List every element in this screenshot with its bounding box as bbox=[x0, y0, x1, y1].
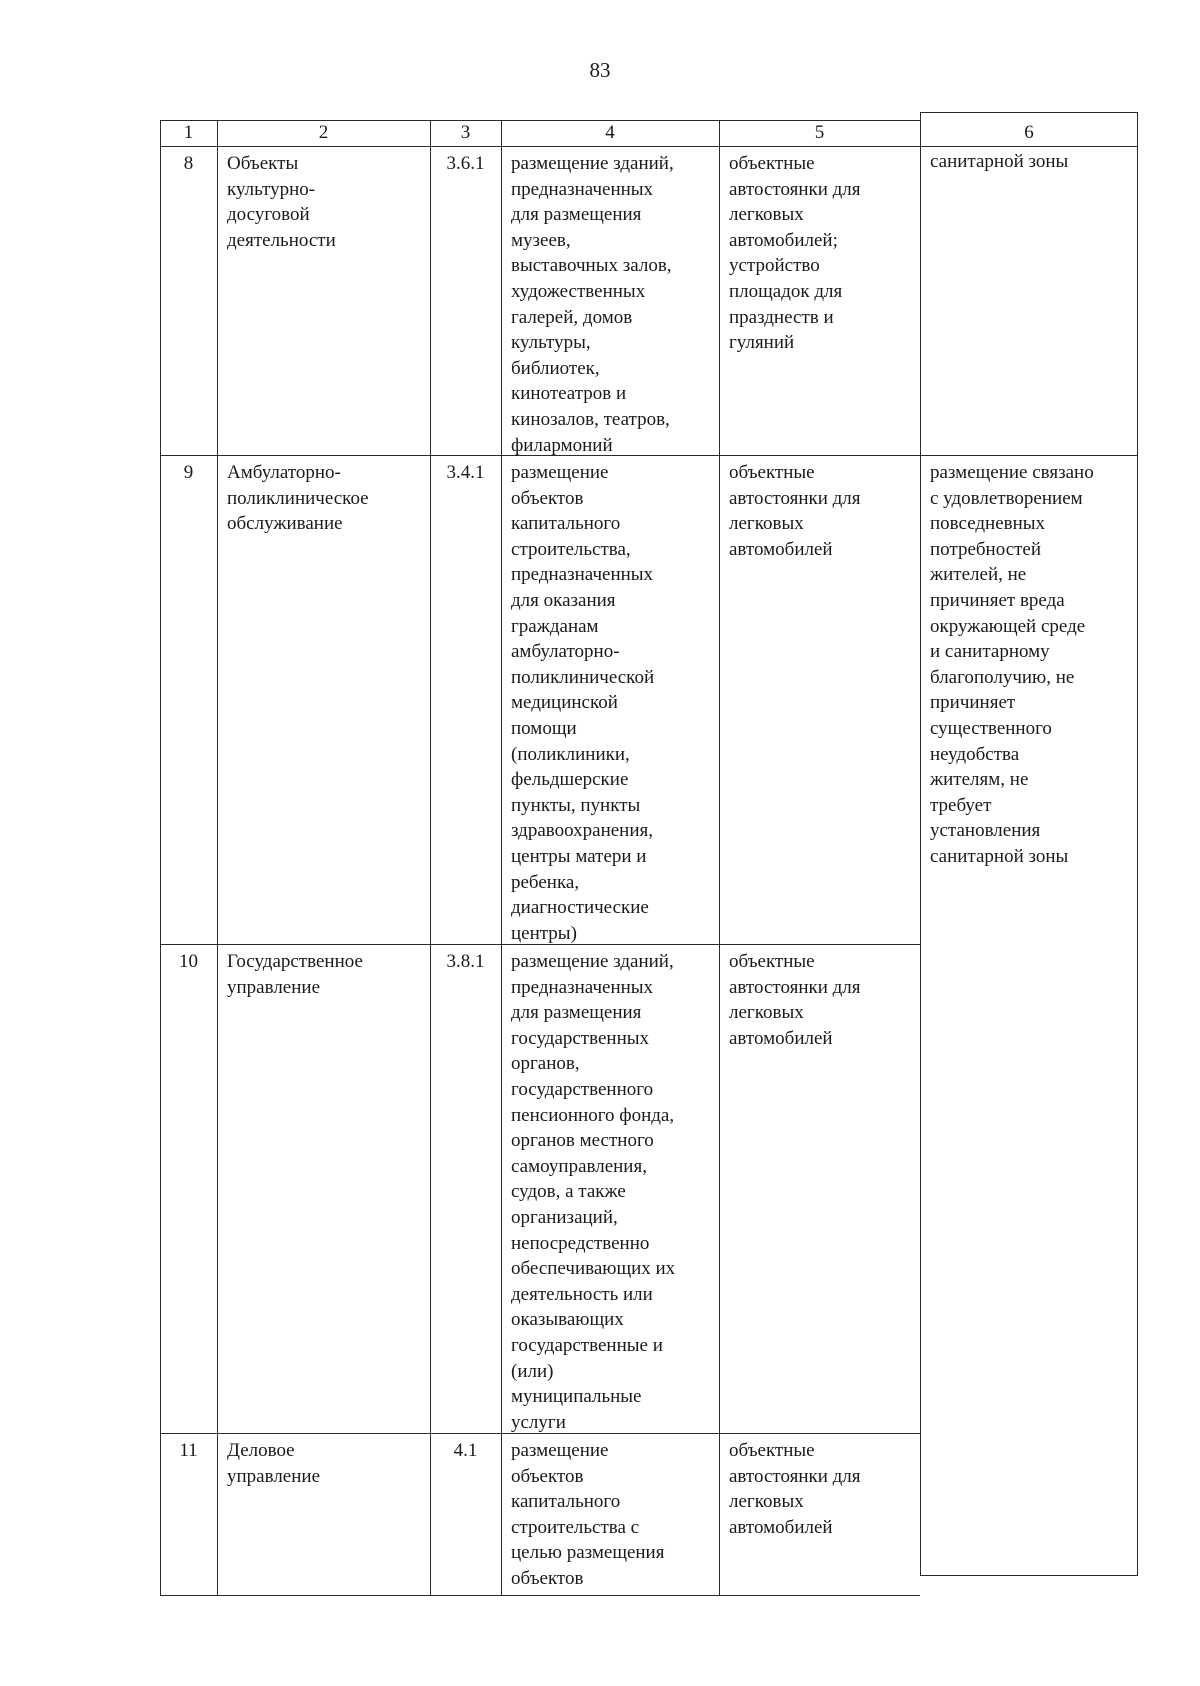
column-header-3: 3 bbox=[460, 122, 471, 143]
row-11-code: 4.1 bbox=[453, 1440, 478, 1461]
column-header-6: 6 bbox=[1024, 122, 1034, 143]
row-10-name: Государственное управление bbox=[227, 951, 363, 998]
column-header-2: 2 bbox=[318, 122, 329, 143]
row-8-code: 3.6.1 bbox=[446, 153, 485, 174]
row-10-num: 10 bbox=[179, 951, 198, 972]
row-10-description: размещение зданий, предназначенных для размещения государственных органов, государственного пенсионного фонда, органов местного самоуправления, судов, а также организаций, непосредственно обеспечивающих их деятельность или оказывающих государственные и (или) муниципальные услуги bbox=[511, 951, 676, 1433]
row-8-parameters: объектные автостоянки для легковых автомобилей; устройство площадок для празднеств и гуляний bbox=[729, 153, 861, 354]
table-border-bottom bbox=[920, 1575, 1138, 1576]
row-11-description: размещение объектов капитального строительства с целью размещения объектов bbox=[511, 1440, 665, 1589]
column-rule bbox=[430, 120, 431, 1596]
row-10-parameters: объектные автостоянки для легковых автомобилей bbox=[729, 951, 861, 1049]
row-9-name: Амбулаторно- поликлиническое обслуживание bbox=[227, 462, 369, 535]
row-9-description: размещение объектов капитального строительства, предназначенных для оказания гражданам амбулаторно- поликлинической медицинской помощи (поликлиники, фельдшерские пункты, пункты здравоохранения, центры матери и ребенка, диагностические центры) bbox=[511, 462, 655, 944]
row-11-name: Деловое управление bbox=[227, 1440, 321, 1487]
column-rule bbox=[501, 120, 502, 1596]
table-border-top bbox=[920, 112, 1138, 113]
table-border-left bbox=[160, 120, 161, 1596]
column-header-1: 1 bbox=[183, 122, 194, 143]
table-border-bottom bbox=[160, 1595, 920, 1596]
row-8-name: Объекты культурно- досуговой деятельности bbox=[227, 153, 336, 251]
row-9-num: 9 bbox=[183, 462, 194, 483]
column-rule bbox=[920, 112, 921, 1576]
table-border-right bbox=[1137, 112, 1138, 1576]
row-8-description: размещение зданий, предназначенных для размещения музеев, выставочных залов, художественных галерей, домов культуры, библиотек, кинотеатров и кинозалов, театров, филармоний bbox=[511, 153, 674, 455]
column-rule bbox=[719, 120, 720, 1596]
row-9-code: 3.4.1 bbox=[446, 462, 485, 483]
row-8-num: 8 bbox=[183, 153, 194, 174]
column-header-4: 4 bbox=[605, 122, 615, 143]
row-10-code: 3.8.1 bbox=[446, 951, 485, 972]
row-9-parameters: объектные автостоянки для легковых автомобилей bbox=[729, 462, 861, 560]
table-border-top bbox=[160, 120, 920, 121]
column-header-5: 5 bbox=[814, 122, 825, 143]
permitted-use-table bbox=[160, 120, 1138, 1598]
row-9-note: размещение связано с удовлетворением повседневных потребностей жителей, не причиняет вреда окружающей среде и санитарному благополучию, не причиняет существенного неудобства жителям, не требует установления санитарной зоны bbox=[930, 462, 1094, 867]
row-rule bbox=[160, 1433, 920, 1434]
row-8-note: санитарной зоны bbox=[930, 151, 1069, 172]
row-rule bbox=[160, 455, 1138, 456]
page-number: 83 bbox=[589, 58, 611, 82]
header-rule bbox=[160, 146, 1138, 147]
column-rule bbox=[217, 120, 218, 1596]
row-11-parameters: объектные автостоянки для легковых автомобилей bbox=[729, 1440, 861, 1538]
row-rule bbox=[160, 944, 920, 945]
row-11-num: 11 bbox=[179, 1440, 198, 1461]
